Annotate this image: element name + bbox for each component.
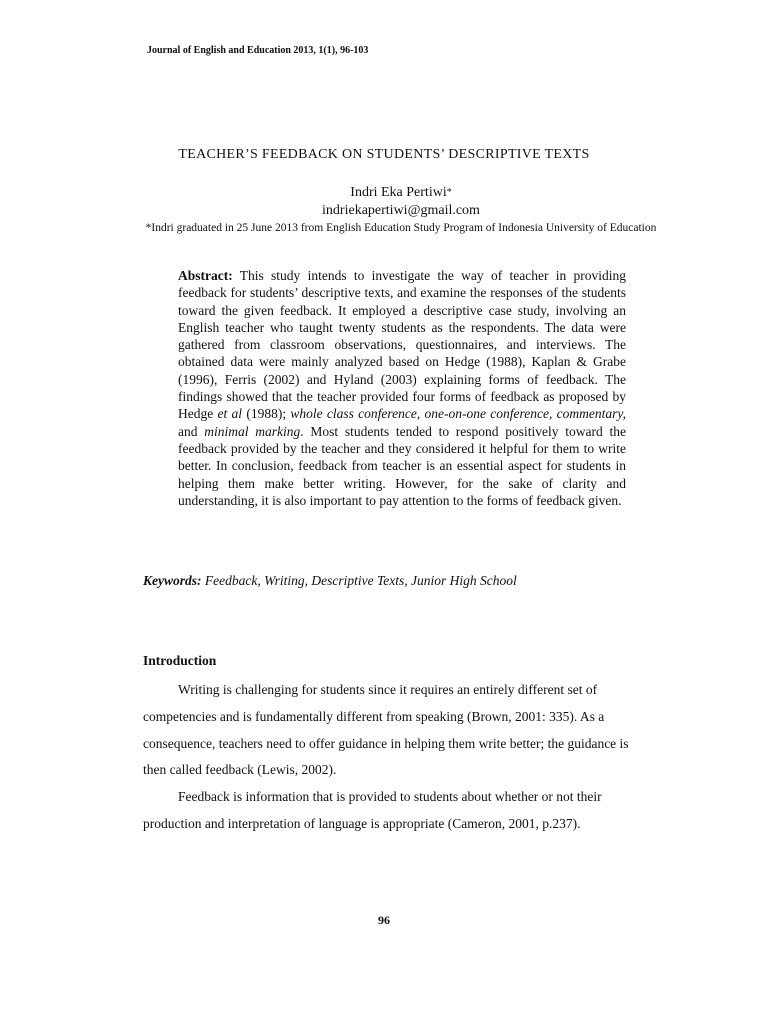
author-note: *Indri graduated in 25 June 2013 from English Education Study Program of Indonesia University of Education <box>145 222 657 234</box>
journal-header: Journal of English and Education 2013, 1(1), 96-103 <box>147 45 369 56</box>
author-block <box>140 184 662 236</box>
intro-paragraph: Feedback is information that is provided to students about whether or not their production and interpretation of language is appropriate (Cameron, 2001, p.237). <box>143 789 602 831</box>
intro-paragraph: Writing is challenging for students since it requires an entirely different set of competencies and is fundamentally different from speaking (Brown, 2001: 335). As a consequence, teachers need to offer guidance in helping them write better; the guidance is then called feedback (Lewis, 2002). <box>143 682 629 778</box>
section-heading-introduction: Introduction <box>143 653 217 668</box>
introduction-body <box>143 677 653 838</box>
abstract-text-2: (1988); <box>242 406 291 422</box>
keywords-label: Keywords: <box>143 573 202 588</box>
abstract-text-3: and <box>178 423 205 439</box>
abstract-text-4: . Most students tended to respond positively toward the feedback provided by the teacher and they considered it helpful for them to write better. In conclusion, feedback from teacher is an essential aspect for students in helping them make better writing. However, for the sake of clarity and understanding, it is also important to pay attention to the forms of feedback given. <box>178 423 626 508</box>
abstract-text-1: This study intends to investigate the way of teacher in providing feedback for students’ descriptive texts, and examine the responses of the students toward the given feedback. It employed a descriptive case study, involving an English teacher who taught twenty students as the respondents. The data were gathered from classroom observations, questionnaires, and interviews. The obtained data were mainly analyzed based on Hedge (1988), Kaplan & Grabe (1996), Ferris (2002) and Hyland (2003) explaining forms of feedback. The findings showed that the teacher provided four forms of feedback as proposed by Hedge <box>178 268 626 422</box>
page-number: 96 <box>378 913 390 927</box>
abstract <box>178 267 626 509</box>
author-name: Indri Eka Pertiwi <box>350 185 447 200</box>
article-title: TEACHER’S FEEDBACK ON STUDENTS’ DESCRIPTIVE TEXTS <box>178 147 590 162</box>
abstract-label: Abstract: <box>178 268 233 283</box>
author-name-line <box>140 184 662 202</box>
keywords-text: Feedback, Writing, Descriptive Texts, Junior High School <box>201 573 517 588</box>
author-mark: * <box>446 187 452 198</box>
abstract-minimal-marking: minimal marking <box>204 423 301 439</box>
abstract-etal: et al <box>217 406 243 422</box>
author-email: indriekapertiwi@gmail.com <box>322 203 480 218</box>
keywords <box>143 572 517 590</box>
abstract-forms: whole class conference, one-on-one conference, commentary, <box>290 406 627 422</box>
